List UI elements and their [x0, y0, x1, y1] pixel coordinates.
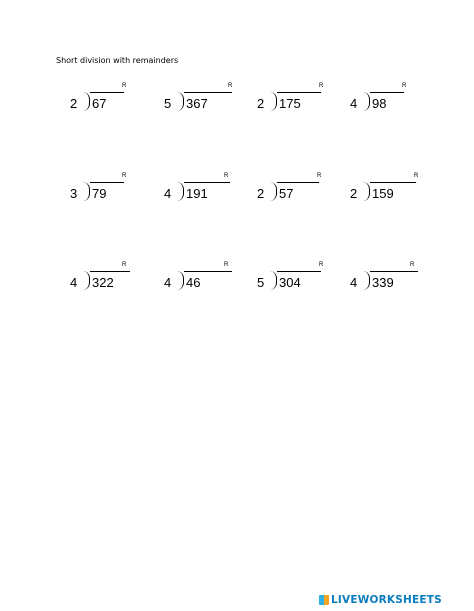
division-bracket — [363, 182, 370, 201]
division-bar — [184, 271, 232, 272]
dividend: 191 — [186, 186, 208, 201]
division-bracket — [83, 92, 90, 111]
division-bar — [184, 92, 232, 93]
divisor: 2 — [257, 96, 265, 111]
division-problem — [70, 173, 140, 212]
division-bracket — [177, 271, 184, 290]
dividend: 304 — [279, 275, 301, 290]
divisor: 4 — [164, 186, 172, 201]
remainder-marker: R — [402, 83, 407, 89]
divisor: 2 — [70, 96, 78, 111]
division-problem — [350, 262, 420, 301]
division-problem — [164, 83, 234, 122]
divisor: 4 — [350, 275, 358, 290]
brand-name: LIVEWORKSHEETS — [331, 594, 442, 606]
dividend: 159 — [372, 186, 394, 201]
divisor: 5 — [164, 96, 172, 111]
division-bracket — [270, 271, 277, 290]
division-bracket — [177, 92, 184, 111]
division-bar — [277, 182, 319, 183]
remainder-marker: R — [414, 173, 419, 179]
dividend: 322 — [92, 275, 114, 290]
division-problem — [70, 262, 140, 301]
division-bar — [370, 92, 404, 93]
division-bracket — [270, 182, 277, 201]
divisor: 2 — [257, 186, 265, 201]
division-bracket — [363, 92, 370, 111]
dividend: 67 — [92, 96, 107, 111]
division-bracket — [83, 182, 90, 201]
division-bar — [370, 271, 418, 272]
liveworksheets-logo-icon — [319, 595, 329, 605]
division-bar — [184, 182, 230, 183]
division-problem — [350, 83, 420, 122]
dividend: 46 — [186, 275, 201, 290]
divisor: 5 — [257, 275, 265, 290]
remainder-marker: R — [317, 173, 322, 179]
division-bar — [277, 92, 321, 93]
division-bracket — [363, 271, 370, 290]
remainder-marker: R — [228, 83, 233, 89]
division-bracket — [270, 92, 277, 111]
worksheet-title: Short division with remainders — [56, 56, 179, 65]
division-bar — [90, 271, 130, 272]
division-problem — [257, 173, 327, 212]
dividend: 339 — [372, 275, 394, 290]
dividend: 175 — [279, 96, 301, 111]
divisor: 4 — [70, 275, 78, 290]
remainder-marker: R — [319, 83, 324, 89]
remainder-marker: R — [319, 262, 324, 268]
divisor: 4 — [350, 96, 358, 111]
division-bar — [370, 182, 416, 183]
remainder-marker: R — [122, 173, 127, 179]
footer-brand — [319, 594, 442, 606]
divisor: 4 — [164, 275, 172, 290]
division-problem — [257, 262, 327, 301]
divisor: 3 — [70, 186, 78, 201]
remainder-marker: R — [224, 173, 229, 179]
remainder-marker: R — [122, 83, 127, 89]
division-bar — [90, 92, 124, 93]
remainder-marker: R — [224, 262, 229, 268]
division-bar — [90, 182, 124, 183]
division-problem — [350, 173, 420, 212]
remainder-marker: R — [122, 262, 127, 268]
division-bracket — [177, 182, 184, 201]
dividend: 367 — [186, 96, 208, 111]
division-problem — [257, 83, 327, 122]
division-problem — [164, 173, 234, 212]
dividend: 57 — [279, 186, 294, 201]
division-bar — [277, 271, 321, 272]
division-bracket — [83, 271, 90, 290]
dividend: 79 — [92, 186, 107, 201]
remainder-marker: R — [410, 262, 415, 268]
divisor: 2 — [350, 186, 358, 201]
division-problem — [164, 262, 234, 301]
dividend: 98 — [372, 96, 387, 111]
division-problem — [70, 83, 140, 122]
